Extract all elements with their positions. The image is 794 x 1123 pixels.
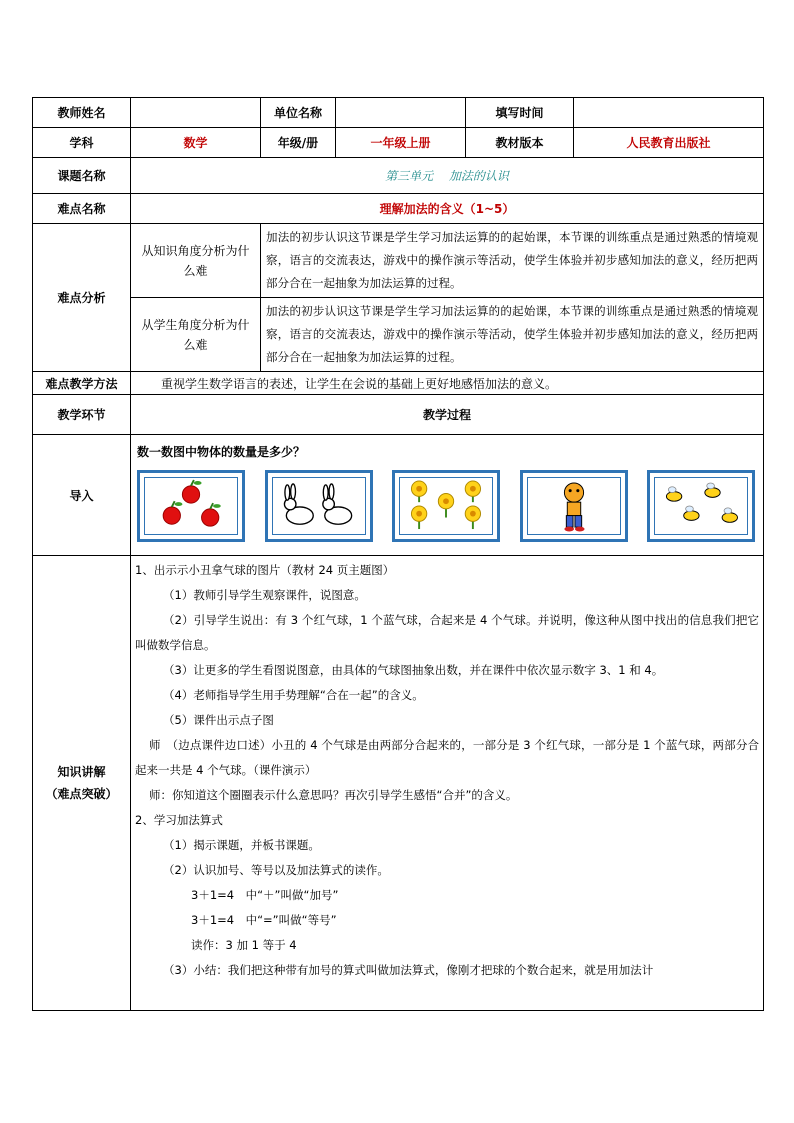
lecture-line: 师：你知道这个圈圈表示什么意思吗？再次引导学生感悟“合并”的含义。 — [149, 788, 518, 802]
difficulty-label: 难点名称 — [33, 194, 131, 224]
flower-picture — [392, 470, 500, 542]
lecture-line: 1、出示示小丑拿气球的图片（教材 24 页主题图） — [135, 563, 395, 577]
picture-strip — [137, 470, 755, 542]
intro-question: 数一数图中物体的数量是多少？ — [137, 445, 306, 459]
lecture-line: 2、学习加法算式 — [135, 813, 223, 827]
row-lecture — [33, 556, 764, 1011]
lecture-line: 读作：3 加 1 等于 4 — [191, 938, 297, 952]
apple-icon — [143, 476, 239, 536]
grade-label: 年级/册 — [261, 128, 336, 158]
tiger-icon — [526, 476, 622, 536]
row-teacher — [33, 98, 764, 128]
intro-label: 导入 — [33, 435, 131, 556]
edition-label: 教材版本 — [466, 128, 574, 158]
lecture-line: （1）教师引导学生观察课件，说图意。 — [163, 588, 366, 602]
date-value[interactable] — [574, 98, 764, 128]
lecture-line: （2）引导学生说出：有 3 个红气球，1 个蓝气球，合起来是 4 个气球。并说明，像这种从图中找出的信息我们把它叫做数学信息。 — [135, 613, 759, 652]
lecture-content — [131, 556, 764, 1011]
rabbit-icon — [271, 476, 367, 536]
lecture-line: （3）让更多的学生看图说图意，由具体的气球图抽象出数，并在课件中依次显示数字 3、1 和 4。 — [163, 663, 664, 677]
analysis-label: 难点分析 — [33, 224, 131, 372]
lecture-line: （2）认识加号、等号以及加法算式的读作。 — [163, 863, 389, 877]
lesson-plan — [32, 97, 763, 1011]
edition-value: 人民教育出版社 — [574, 128, 764, 158]
intro-content — [131, 435, 764, 556]
lesson-title-label: 课题名称 — [33, 158, 131, 194]
apple-picture — [137, 470, 245, 542]
lecture-label-line1: 知识讲解 — [57, 765, 106, 779]
teacher-value[interactable] — [131, 98, 261, 128]
row-analysis-knowledge — [33, 224, 764, 298]
row-difficulty — [33, 194, 764, 224]
lesson-title-value: 第三单元 加法的认识 — [131, 158, 764, 194]
student-angle-text: 加法的初步认识这节课是学生学习加法运算的的起始课，本节课的训练重点是通过熟悉的情境观察，语言的交流表达，游戏中的操作演示等活动，使学生体验并初步感知加法的意义，经历把两部分合在一起抽象为加法运算的过程。 — [261, 298, 764, 372]
lecture-line: 3＋1=4 中“=”叫做“等号” — [191, 913, 337, 927]
lesson-plan-table — [32, 97, 764, 1011]
unit-value[interactable] — [336, 98, 466, 128]
lecture-label — [33, 556, 131, 1011]
subject-label: 学科 — [33, 128, 131, 158]
lecture-line: （1）揭示课题，并板书课题。 — [163, 838, 320, 852]
teacher-label: 教师姓名 — [33, 98, 131, 128]
row-subject — [33, 128, 764, 158]
lecture-line: （4）老师指导学生用手势理解“合在一起”的含义。 — [163, 688, 424, 702]
knowledge-angle-text: 加法的初步认识这节课是学生学习加法运算的的起始课，本节课的训练重点是通过熟悉的情境观察，语言的交流表达，游戏中的操作演示等活动，使学生体验并初步感知加法的意义，经历把两部分合在一起抽象为加法运算的过程。 — [261, 224, 764, 298]
rabbit-picture — [265, 470, 373, 542]
date-label: 填写时间 — [466, 98, 574, 128]
stage-label: 教学环节 — [33, 395, 131, 435]
student-angle-label: 从学生角度分析为什么难 — [131, 298, 261, 372]
lecture-label-line2: （难点突破） — [45, 787, 118, 801]
subject-value: 数学 — [131, 128, 261, 158]
unit-label: 单位名称 — [261, 98, 336, 128]
row-process-header — [33, 395, 764, 435]
flower-icon — [398, 476, 494, 536]
row-analysis-student — [33, 298, 764, 372]
difficulty-value: 理解加法的含义（1~5） — [131, 194, 764, 224]
row-intro — [33, 435, 764, 556]
row-method — [33, 372, 764, 395]
method-label: 难点教学方法 — [33, 372, 131, 395]
row-lesson-title — [33, 158, 764, 194]
bee-icon — [653, 476, 749, 536]
bee-picture — [647, 470, 755, 542]
knowledge-angle-label: 从知识角度分析为什么难 — [131, 224, 261, 298]
lecture-line: 3＋1=4 中“＋”叫做“加号” — [191, 888, 339, 902]
grade-value: 一年级上册 — [336, 128, 466, 158]
lecture-line: 师 （边点课件边口述）小丑的 4 个气球是由两部分合起来的，一部分是 3 个红气球，一部分是 1 个蓝气球，两部分合起来一共是 4 个气球。（课件演示） — [135, 738, 759, 777]
process-label: 教学过程 — [131, 395, 764, 435]
tiger-picture — [520, 470, 628, 542]
lecture-line: （3）小结：我们把这种带有加号的算式叫做加法算式，像刚才把球的个数合起来，就是用加法计 — [163, 963, 654, 977]
method-text: 重视学生数学语言的表述，让学生在会说的基础上更好地感悟加法的意义。 — [131, 372, 764, 395]
lecture-line: （5）课件出示点子图 — [163, 713, 274, 727]
